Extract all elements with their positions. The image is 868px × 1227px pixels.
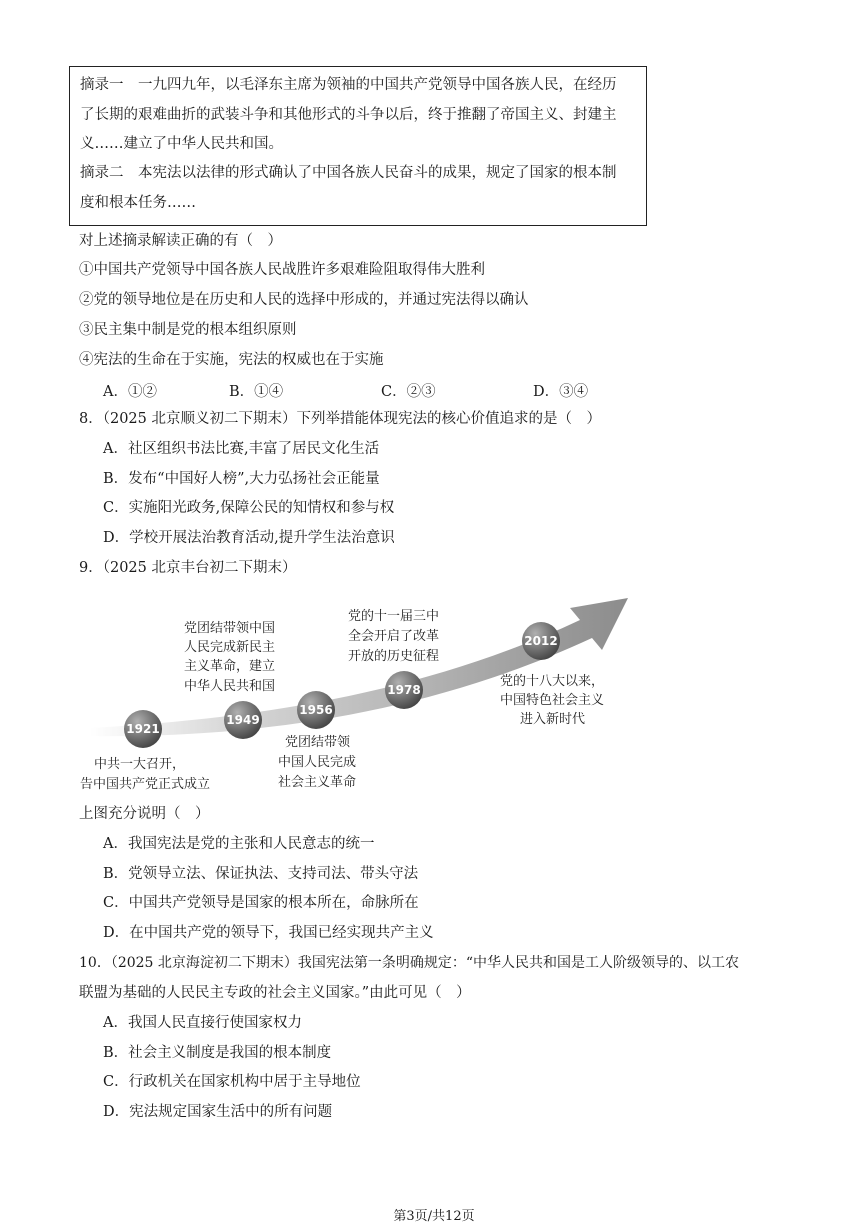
caption-line: 告中国共产党正式成立 [80,777,211,792]
caption-line: 党的十一届三中 [348,609,440,624]
option-c[interactable]: C．行政机关在国家机构中居于主导地位 [103,1074,361,1090]
caption-1921 [80,756,210,792]
excerpt-box [69,66,647,226]
year-marker [224,701,262,739]
option-a[interactable]: A．社区组织书法比赛,丰富了居民文化生活 [103,441,380,457]
option-d[interactable]: D．学校开展法治教育活动,提升学生法治意识 [103,530,395,546]
caption-line: 党团结带领 [285,735,351,750]
option-c[interactable]: C．中国共产党领导是国家的根本所在，命脉所在 [103,895,419,911]
caption-1956 [278,734,356,790]
caption-line: 中国人民完成 [278,755,357,770]
excerpt-line: 义……建立了中华人民共和国。 [80,136,283,152]
option-a[interactable]: A．我国宪法是党的主张和人民意志的统一 [103,836,375,852]
caption-line: 社会主义革命 [278,775,357,790]
year-marker [522,622,560,660]
statement: ③民主集中制是党的根本组织原则 [79,322,297,338]
year-marker [297,691,335,729]
caption-line: 中共一大召开， [94,757,186,772]
option-b[interactable]: B．社会主义制度是我国的根本制度 [103,1045,332,1061]
year-label: 2012 [524,634,558,648]
year-label: 1978 [387,683,421,697]
excerpt-line: 摘录二 本宪法以法律的形式确认了中国各族人民奋斗的成果，规定了国家的根本制 [80,165,617,181]
statement: ①中国共产党领导中国各族人民战胜许多艰难险阻取得伟大胜利 [79,262,485,278]
year-marker [385,671,423,709]
caption-line: 开放的历史征程 [348,649,440,664]
caption-line: 中国特色社会主义 [500,693,605,708]
question-stem: 8．（2025 北京顺义初二下期末）下列举措能体现宪法的核心价值追求的是（ ） [79,411,601,427]
caption-line: 中华人民共和国 [184,679,276,694]
question-stem-cont: 联盟为基础的人民民主专政的社会主义国家。”由此可见（ ） [79,985,471,1001]
option-d[interactable]: D．在中国共产党的领导下，我国已经实现共产主义 [103,925,434,941]
statement: ④宪法的生命在于实施，宪法的权威也在于实施 [79,352,384,368]
year-marker [124,710,162,748]
caption-line: 进入新时代 [520,712,586,727]
excerpt-line: 摘录一 一九四九年，以毛泽东主席为领袖的中国共产党领导中国各族人民，在经历 [80,77,617,93]
caption-1978 [348,608,439,664]
year-label: 1921 [126,722,160,736]
option-d[interactable]: D．宪法规定国家生活中的所有问题 [103,1104,333,1120]
caption-line: 党的十八大以来， [500,674,605,689]
question-stem: 上图充分说明（ ） [79,806,210,822]
history-timeline [80,580,640,800]
caption-line: 全会开启了改革 [348,629,440,644]
question-stem: 9．（2025 北京丰台初二下期末） [79,560,297,576]
option-a[interactable]: A．①② [103,384,157,400]
option-d[interactable]: D．③④ [533,384,589,400]
option-c[interactable]: C．②③ [381,384,436,400]
excerpt-line: 度和根本任务…… [80,195,196,211]
question-stem: 对上述摘录解读正确的有（ ） [79,233,282,249]
year-label: 1956 [299,703,333,717]
option-c[interactable]: C．实施阳光政务,保障公民的知情权和参与权 [103,500,395,516]
caption-1949 [184,620,275,694]
statement: ②党的领导地位是在历史和人民的选择中形成的，并通过宪法得以确认 [79,292,529,308]
caption-line: 党团结带领中国 [184,621,276,636]
caption-2012 [500,673,604,727]
question-stem: 10．（2025 北京海淀初二下期末）我国宪法第一条明确规定：“中华人民共和国是工人阶级领导的、以工农 [79,955,740,971]
timeline-graphic [80,580,640,800]
year-label: 1949 [226,713,260,727]
page-number: 第3页/共12页 [393,1209,475,1224]
excerpt-line: 了长期的艰难曲折的武装斗争和其他形式的斗争以后，终于推翻了帝国主义、封建主 [80,107,617,123]
option-b[interactable]: B．①④ [229,384,284,400]
option-a[interactable]: A．我国人民直接行使国家权力 [103,1015,302,1031]
caption-line: 主义革命，建立 [184,659,276,674]
answer-options [103,380,623,402]
option-b[interactable]: B．发布“中国好人榜”,大力弘扬社会正能量 [103,471,380,487]
option-b[interactable]: B．党领导立法、保证执法、支持司法、带头守法 [103,866,419,882]
caption-line: 人民完成新民主 [184,640,276,655]
